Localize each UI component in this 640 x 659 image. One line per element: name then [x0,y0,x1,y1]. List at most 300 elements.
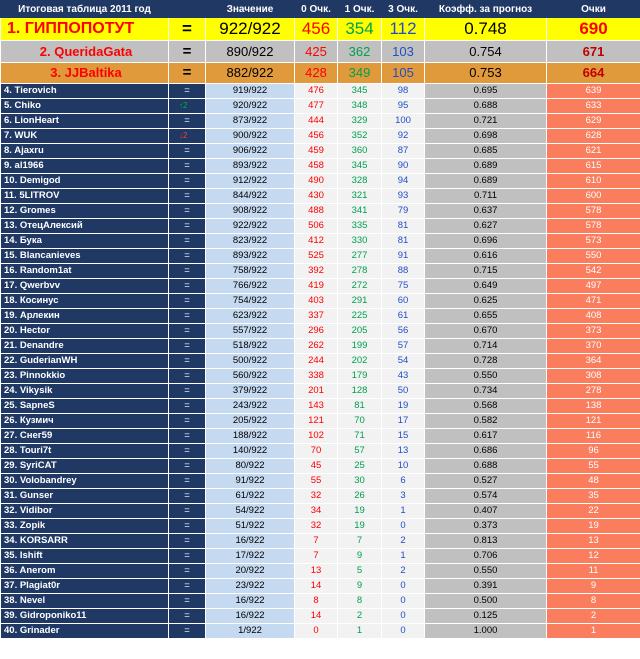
total-points: 629 [547,114,640,129]
predictions-value: 205/922 [206,414,295,429]
three-points-count: 79 [382,204,425,219]
table-row [1,129,640,144]
zero-points-count: 0 [295,624,338,639]
predictions-value: 16/922 [206,609,295,624]
predictions-value: 758/922 [206,264,295,279]
forecast-coefficient: 0.689 [425,159,547,174]
total-points: 542 [547,264,640,279]
table-row [1,399,640,414]
table-row [1,609,640,624]
forecast-coefficient: 0.655 [425,309,547,324]
table-row [1,489,640,504]
three-points-count: 19 [382,399,425,414]
table-row [1,534,640,549]
total-points: 9 [547,579,640,594]
three-points-count: 0 [382,624,425,639]
table-row [1,159,640,174]
table-row [1,339,640,354]
one-point-count: 321 [338,189,382,204]
three-points-count: 3 [382,489,425,504]
three-points-count: 0 [382,519,425,534]
predictions-value: 243/922 [206,399,295,414]
trend-indicator: = [169,114,206,129]
player-name: 12. Gromes [1,204,169,219]
forecast-coefficient: 0.813 [425,534,547,549]
predictions-value: 623/922 [206,309,295,324]
trend-indicator: = [169,504,206,519]
predictions-value: 16/922 [206,534,295,549]
predictions-value: 518/922 [206,339,295,354]
three-points-count: 17 [382,414,425,429]
three-points-count: 43 [382,369,425,384]
three-points-count: 105 [382,63,425,84]
table-row [1,414,640,429]
forecast-coefficient: 0.625 [425,294,547,309]
table-row [1,384,640,399]
player-name: 28. Touri7t [1,444,169,459]
three-points-count: 10 [382,459,425,474]
forecast-coefficient: 0.527 [425,474,547,489]
forecast-coefficient: 0.616 [425,249,547,264]
total-points: 13 [547,534,640,549]
three-points-count: 60 [382,294,425,309]
zero-points-count: 143 [295,399,338,414]
trend-indicator: = [169,41,206,63]
trend-indicator: = [169,624,206,639]
one-point-count: 19 [338,504,382,519]
predictions-value: 922/922 [206,18,295,41]
table-row [1,309,640,324]
one-point-count: 128 [338,384,382,399]
trend-indicator: = [169,249,206,264]
total-points: 12 [547,549,640,564]
player-name: 34. KORSARR [1,534,169,549]
total-points: 19 [547,519,640,534]
trend-indicator: = [169,234,206,249]
total-points: 8 [547,594,640,609]
trend-indicator: = [169,594,206,609]
one-point-count: 179 [338,369,382,384]
predictions-value: 54/922 [206,504,295,519]
zero-points-count: 525 [295,249,338,264]
predictions-value: 754/922 [206,294,295,309]
table-row [1,189,640,204]
one-point-count: 345 [338,84,382,99]
player-name: 13. ОтецАлексий [1,219,169,234]
player-name: 10. Demigod [1,174,169,189]
trend-indicator [169,99,206,114]
forecast-coefficient: 0.688 [425,99,547,114]
three-points-count: 81 [382,219,425,234]
player-name: 18. Косинус [1,294,169,309]
trend-indicator: = [169,369,206,384]
trend-indicator: = [169,279,206,294]
forecast-coefficient: 0.754 [425,41,547,63]
player-name: 39. Gidroponiko11 [1,609,169,624]
player-name: 19. Арлекин [1,309,169,324]
three-points-count: 0 [382,594,425,609]
total-points: 116 [547,429,640,444]
table-row [1,41,640,63]
predictions-value: 140/922 [206,444,295,459]
header-one-point: 1 Очк. [338,1,382,18]
zero-points-count: 32 [295,489,338,504]
three-points-count: 15 [382,429,425,444]
player-name: 40. Grinader [1,624,169,639]
header-row [1,1,640,18]
total-points: 22 [547,504,640,519]
one-point-count: 362 [338,41,382,63]
table-row [1,369,640,384]
forecast-coefficient: 0.748 [425,18,547,41]
player-name: 26. Кузмич [1,414,169,429]
player-name: 36. Anerom [1,564,169,579]
one-point-count: 341 [338,204,382,219]
one-point-count: 277 [338,249,382,264]
table-row [1,504,640,519]
three-points-count: 95 [382,99,425,114]
one-point-count: 7 [338,534,382,549]
header-trend [169,1,206,18]
predictions-value: 823/922 [206,234,295,249]
trend-indicator: = [169,609,206,624]
three-points-count: 112 [382,18,425,41]
table-row [1,564,640,579]
forecast-coefficient: 0.550 [425,369,547,384]
total-points: 497 [547,279,640,294]
total-points: 373 [547,324,640,339]
player-name: 16. Random1at [1,264,169,279]
trend-indicator: = [169,18,206,41]
three-points-count: 57 [382,339,425,354]
predictions-value: 920/922 [206,99,295,114]
predictions-value: 188/922 [206,429,295,444]
zero-points-count: 403 [295,294,338,309]
forecast-coefficient: 0.407 [425,504,547,519]
zero-points-count: 419 [295,279,338,294]
table-row [1,549,640,564]
player-name: 32. Vidibor [1,504,169,519]
table-row [1,18,640,41]
three-points-count: 1 [382,549,425,564]
header-coefficient: Коэфф. за прогноз [425,1,547,18]
trend-indicator: = [169,264,206,279]
zero-points-count: 392 [295,264,338,279]
total-points: 35 [547,489,640,504]
total-points: 671 [547,41,640,63]
predictions-value: 16/922 [206,594,295,609]
total-points: 96 [547,444,640,459]
trend-indicator: = [169,354,206,369]
one-point-count: 330 [338,234,382,249]
forecast-coefficient: 0.568 [425,399,547,414]
trend-indicator: = [169,579,206,594]
forecast-coefficient: 0.574 [425,489,547,504]
zero-points-count: 425 [295,41,338,63]
total-points: 573 [547,234,640,249]
total-points: 633 [547,99,640,114]
table-row [1,324,640,339]
forecast-coefficient: 0.550 [425,564,547,579]
trend-indicator: = [169,549,206,564]
player-name: 17. Qwerbvv [1,279,169,294]
player-name: 4. Tierovich [1,84,169,99]
predictions-value: 893/922 [206,159,295,174]
trend-indicator: = [169,309,206,324]
three-points-count: 103 [382,41,425,63]
player-name: 11. 5LITROV [1,189,169,204]
one-point-count: 328 [338,174,382,189]
trend-indicator: = [169,204,206,219]
zero-points-count: 244 [295,354,338,369]
zero-points-count: 13 [295,564,338,579]
total-points: 600 [547,189,640,204]
table-row [1,444,640,459]
three-points-count: 90 [382,159,425,174]
predictions-value: 893/922 [206,249,295,264]
zero-points-count: 262 [295,339,338,354]
player-name: 7. WUK [1,129,169,144]
forecast-coefficient: 0.711 [425,189,547,204]
forecast-coefficient: 0.582 [425,414,547,429]
predictions-value: 919/922 [206,84,295,99]
player-name: 3. JJBaltika [1,63,169,84]
table-row [1,429,640,444]
one-point-count: 272 [338,279,382,294]
total-points: 550 [547,249,640,264]
one-point-count: 30 [338,474,382,489]
total-points: 48 [547,474,640,489]
player-name: 35. Ishift [1,549,169,564]
trend-indicator: = [169,339,206,354]
player-name: 20. Hector [1,324,169,339]
predictions-value: 890/922 [206,41,295,63]
one-point-count: 345 [338,159,382,174]
player-name: 22. GuderianWH [1,354,169,369]
predictions-value: 900/922 [206,129,295,144]
arrow-down-icon: ↓2 [179,131,188,140]
player-name: 30. Volobandrey [1,474,169,489]
one-point-count: 5 [338,564,382,579]
table-row [1,249,640,264]
player-name: 31. Gunser [1,489,169,504]
table-row [1,174,640,189]
player-name: 8. Ajaxru [1,144,169,159]
forecast-coefficient: 0.627 [425,219,547,234]
predictions-value: 379/922 [206,384,295,399]
forecast-coefficient: 0.649 [425,279,547,294]
zero-points-count: 456 [295,129,338,144]
predictions-value: 17/922 [206,549,295,564]
player-name: 5. Chiko [1,99,169,114]
forecast-coefficient: 0.728 [425,354,547,369]
total-points: 138 [547,399,640,414]
predictions-value: 766/922 [206,279,295,294]
three-points-count: 1 [382,504,425,519]
predictions-value: 1/922 [206,624,295,639]
trend-indicator: = [169,324,206,339]
total-points: 578 [547,219,640,234]
table-row [1,114,640,129]
one-point-count: 9 [338,579,382,594]
forecast-coefficient: 0.689 [425,174,547,189]
zero-points-count: 8 [295,594,338,609]
three-points-count: 54 [382,354,425,369]
three-points-count: 0 [382,579,425,594]
table-row [1,279,640,294]
forecast-coefficient: 0.715 [425,264,547,279]
trend-indicator [169,129,206,144]
table-row [1,219,640,234]
predictions-value: 61/922 [206,489,295,504]
trend-indicator: = [169,294,206,309]
three-points-count: 81 [382,234,425,249]
player-name: 27. Снег59 [1,429,169,444]
forecast-coefficient: 0.373 [425,519,547,534]
forecast-coefficient: 0.696 [425,234,547,249]
zero-points-count: 201 [295,384,338,399]
zero-points-count: 121 [295,414,338,429]
trend-indicator: = [169,219,206,234]
header-zero-points: 0 Очк. [295,1,338,18]
trend-indicator: = [169,189,206,204]
forecast-coefficient: 0.686 [425,444,547,459]
predictions-value: 500/922 [206,354,295,369]
one-point-count: 57 [338,444,382,459]
table-row [1,354,640,369]
three-points-count: 6 [382,474,425,489]
player-name: 33. Zopik [1,519,169,534]
one-point-count: 205 [338,324,382,339]
one-point-count: 202 [338,354,382,369]
forecast-coefficient: 0.500 [425,594,547,609]
arrow-up-icon: ↑2 [179,101,188,110]
player-name: 21. Denandre [1,339,169,354]
zero-points-count: 412 [295,234,338,249]
total-points: 621 [547,144,640,159]
table-row [1,624,640,639]
table-row [1,579,640,594]
zero-points-count: 32 [295,519,338,534]
trend-indicator: = [169,429,206,444]
predictions-value: 908/922 [206,204,295,219]
predictions-value: 23/922 [206,579,295,594]
zero-points-count: 7 [295,534,338,549]
predictions-value: 922/922 [206,219,295,234]
one-point-count: 329 [338,114,382,129]
one-point-count: 81 [338,399,382,414]
three-points-count: 88 [382,264,425,279]
forecast-coefficient: 0.670 [425,324,547,339]
forecast-coefficient: 0.753 [425,63,547,84]
one-point-count: 349 [338,63,382,84]
player-name: 14. Бука [1,234,169,249]
zero-points-count: 34 [295,504,338,519]
table-row [1,234,640,249]
trend-indicator: = [169,144,206,159]
trend-indicator: = [169,63,206,84]
three-points-count: 75 [382,279,425,294]
total-points: 55 [547,459,640,474]
predictions-value: 91/922 [206,474,295,489]
zero-points-count: 456 [295,18,338,41]
zero-points-count: 430 [295,189,338,204]
table-row [1,519,640,534]
forecast-coefficient: 0.125 [425,609,547,624]
predictions-value: 51/922 [206,519,295,534]
table-row [1,84,640,99]
forecast-coefficient: 0.706 [425,549,547,564]
trend-indicator: = [169,489,206,504]
table-row [1,99,640,114]
three-points-count: 87 [382,144,425,159]
forecast-coefficient: 0.695 [425,84,547,99]
total-points: 370 [547,339,640,354]
trend-indicator: = [169,174,206,189]
forecast-coefficient: 1.000 [425,624,547,639]
header-title: Итоговая таблица 2011 год [1,1,169,18]
one-point-count: 25 [338,459,382,474]
total-points: 364 [547,354,640,369]
trend-indicator: = [169,564,206,579]
total-points: 308 [547,369,640,384]
one-point-count: 70 [338,414,382,429]
three-points-count: 13 [382,444,425,459]
predictions-value: 844/922 [206,189,295,204]
trend-indicator: = [169,444,206,459]
one-point-count: 291 [338,294,382,309]
total-points: 610 [547,174,640,189]
trend-indicator: = [169,384,206,399]
total-points: 471 [547,294,640,309]
one-point-count: 8 [338,594,382,609]
one-point-count: 352 [338,129,382,144]
table-row [1,594,640,609]
forecast-coefficient: 0.734 [425,384,547,399]
zero-points-count: 7 [295,549,338,564]
table-row [1,474,640,489]
forecast-coefficient: 0.617 [425,429,547,444]
zero-points-count: 458 [295,159,338,174]
three-points-count: 56 [382,324,425,339]
one-point-count: 19 [338,519,382,534]
player-name: 25. SapneS [1,399,169,414]
one-point-count: 225 [338,309,382,324]
total-points: 278 [547,384,640,399]
total-points: 121 [547,414,640,429]
one-point-count: 1 [338,624,382,639]
player-name: 6. LionHeart [1,114,169,129]
trend-indicator: = [169,534,206,549]
table-row [1,144,640,159]
trend-indicator: = [169,519,206,534]
zero-points-count: 70 [295,444,338,459]
header-value: Значение [206,1,295,18]
forecast-coefficient: 0.685 [425,144,547,159]
three-points-count: 100 [382,114,425,129]
zero-points-count: 459 [295,144,338,159]
table-row [1,294,640,309]
one-point-count: 335 [338,219,382,234]
three-points-count: 92 [382,129,425,144]
three-points-count: 91 [382,249,425,264]
zero-points-count: 55 [295,474,338,489]
zero-points-count: 14 [295,579,338,594]
forecast-coefficient: 0.698 [425,129,547,144]
trend-indicator: = [169,474,206,489]
trend-indicator: = [169,459,206,474]
total-points: 578 [547,204,640,219]
